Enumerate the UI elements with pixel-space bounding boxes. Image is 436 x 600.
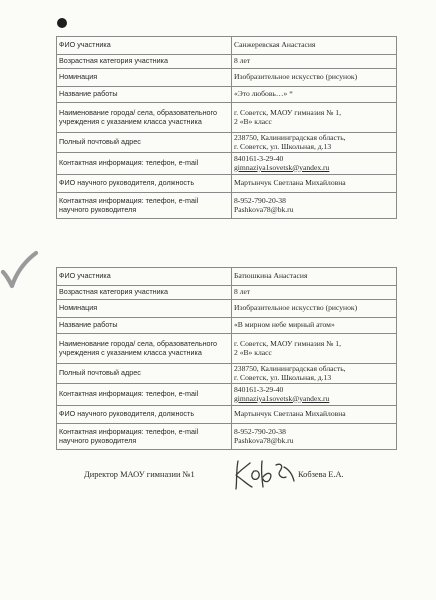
participant-form-1 [56, 36, 397, 219]
field-value-line: Санжеревская Анастасия [234, 40, 316, 50]
director-signature [232, 457, 298, 493]
field-value-line: 8-952-790-20-38 [234, 196, 286, 206]
field-label: Название работы [57, 318, 232, 334]
punch-hole [57, 18, 67, 28]
field-value-line: 238750, Калининградская область, [234, 364, 346, 374]
field-label: Название работы [57, 87, 232, 103]
form-row [57, 424, 397, 450]
form-row [57, 334, 397, 364]
form-row [57, 193, 397, 219]
field-value [232, 300, 397, 318]
field-value-line: Мартынчук Светлана Михайловна [234, 178, 346, 188]
field-value-line: 840161-3-29-40 [234, 154, 284, 164]
field-value [232, 406, 397, 424]
field-value-line: Батюшкина Анастасия [234, 271, 308, 281]
form-row [57, 364, 397, 384]
field-label: Полный почтовый адрес [57, 364, 232, 384]
field-label: Номинация [57, 300, 232, 318]
field-value [232, 318, 397, 334]
field-value-line: «В мирном небе мирный атом» [234, 320, 335, 330]
field-value [232, 103, 397, 133]
field-label: ФИО участника [57, 268, 232, 286]
form-row [57, 175, 397, 193]
field-label: Полный почтовый адрес [57, 133, 232, 153]
field-value [232, 87, 397, 103]
field-value-line: gimnaziya1sovetsk@yandex.ru [234, 393, 330, 403]
field-value-line: Pashkova78@bk.ru [234, 435, 294, 445]
field-value-line: 2 «В» класс [234, 116, 272, 126]
field-value-line: 8 лет [234, 56, 251, 66]
form-row [57, 153, 397, 175]
director-name: Кобзева Е.А. [298, 470, 344, 479]
form-row [57, 55, 397, 69]
field-value-line: 8-952-790-20-38 [234, 427, 286, 437]
participant-form-2 [56, 267, 397, 450]
form-row [57, 318, 397, 334]
field-label: Контактная информация: телефон, e-mail научного руководителя [57, 193, 232, 219]
field-value [232, 268, 397, 286]
field-value [232, 384, 397, 406]
field-value [232, 69, 397, 87]
field-value [232, 193, 397, 219]
field-value-line: Изобразительное искусство (рисунок) [234, 72, 358, 82]
field-label: Наименование города/ села, образовательного учреждения с указанием класса участника [57, 103, 232, 133]
field-label: ФИО научного руководителя, должность [57, 175, 232, 193]
field-value-line: г. Советск, ул. Школьная, д.13 [234, 372, 332, 382]
field-value-line: Pashkova78@bk.ru [234, 204, 294, 214]
form-row [57, 286, 397, 300]
field-value-line: г. Советск, МАОУ гимназия № 1, [234, 108, 341, 118]
field-value [232, 133, 397, 153]
field-value-line: 8 лет [234, 287, 251, 297]
field-label: Контактная информация: телефон, e-mail [57, 384, 232, 406]
field-label: ФИО научного руководителя, должность [57, 406, 232, 424]
field-value [232, 55, 397, 69]
field-label: Возрастная категория участника [57, 286, 232, 300]
field-value [232, 424, 397, 450]
field-value-line: Изобразительное искусство (рисунок) [234, 303, 358, 313]
field-value [232, 364, 397, 384]
field-label: Номинация [57, 69, 232, 87]
form-row [57, 300, 397, 318]
field-value-line: gimnaziya1sovetsk@yandex.ru [234, 162, 330, 172]
form-row [57, 133, 397, 153]
field-value-line: 238750, Калининградская область, [234, 133, 346, 143]
checkmark-icon [0, 250, 40, 292]
form-row [57, 268, 397, 286]
field-label: Наименование города/ села, образовательного учреждения с указанием класса участника [57, 334, 232, 364]
field-label: Контактная информация: телефон, e-mail [57, 153, 232, 175]
field-value-line: «Это любовь…» [234, 89, 288, 99]
director-title: Директор МАОУ гимназии №1 [84, 470, 195, 479]
field-value-line: г. Советск, ул. Школьная, д.13 [234, 141, 332, 151]
field-label: ФИО участника [57, 37, 232, 55]
form-row [57, 103, 397, 133]
field-value [232, 175, 397, 193]
form-row [57, 384, 397, 406]
field-value-line: 2 «В» класс [234, 347, 272, 357]
handwritten-mark: * [289, 90, 293, 99]
field-value [232, 153, 397, 175]
form-row [57, 87, 397, 103]
field-label: Возрастная категория участника [57, 55, 232, 69]
field-value [232, 37, 397, 55]
form-row [57, 406, 397, 424]
form-row [57, 69, 397, 87]
field-label: Контактная информация: телефон, e-mail научного руководителя [57, 424, 232, 450]
field-value [232, 286, 397, 300]
field-value [232, 334, 397, 364]
field-value-line: Мартынчук Светлана Михайловна [234, 409, 346, 419]
form-row [57, 37, 397, 55]
field-value-line: 840161-3-29-40 [234, 385, 284, 395]
field-value-line: г. Советск, МАОУ гимназия № 1, [234, 339, 341, 349]
